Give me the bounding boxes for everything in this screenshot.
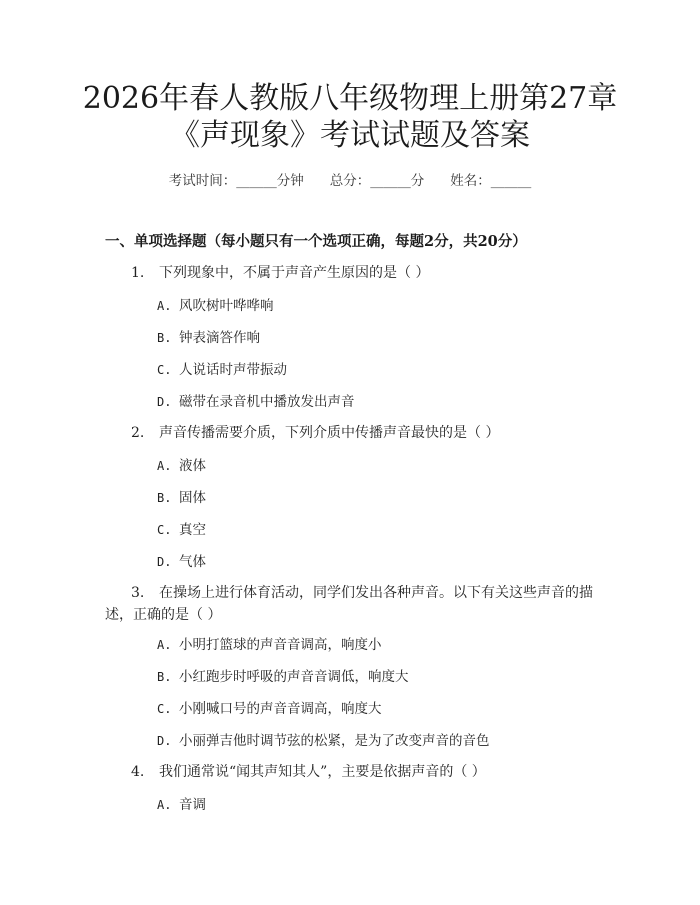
exam-title-line-2: 《声现象》考试试题及答案 — [170, 118, 530, 153]
question-2-option-d — [157, 550, 206, 570]
question-3-option-d — [157, 729, 490, 749]
option-text: 小丽弹吉他时调节弦的松紧，是为了改变声音的音色 — [179, 733, 490, 749]
option-letter: A. — [157, 638, 172, 652]
option-text: 固体 — [179, 490, 206, 506]
question-text: 我们通常说“闻其声知其人”，主要是依据声音的（ ） — [159, 764, 486, 780]
option-text: 小刚喊口号的声音音调高，响度大 — [179, 701, 382, 717]
question-2-option-b — [157, 486, 206, 506]
option-letter: D. — [157, 395, 172, 409]
option-letter: A. — [157, 299, 172, 313]
total-score-field: 总分：______分 — [329, 173, 425, 189]
option-letter: C. — [157, 363, 172, 377]
question-2-option-a — [157, 454, 206, 474]
option-letter: C. — [157, 523, 172, 537]
question-text: 下列现象中，不属于声音产生原因的是（ ） — [159, 265, 430, 281]
option-text: 液体 — [179, 458, 206, 474]
option-text: 风吹树叶哗哗响 — [179, 298, 274, 314]
option-letter: B. — [157, 331, 172, 345]
question-4 — [131, 761, 486, 781]
question-number: 3. — [131, 585, 145, 601]
question-number: 2. — [131, 425, 145, 441]
question-number: 1. — [131, 265, 145, 281]
question-1 — [131, 262, 429, 282]
exam-time-field: 考试时间：______分钟 — [168, 173, 304, 189]
section-heading-single-choice: 一、单项选择题（每小题只有一个选项正确，每题2分，共20分） — [105, 233, 527, 250]
question-1-option-a — [157, 294, 274, 314]
question-text-line-1: 在操场上进行体育活动，同学们发出各种声音。以下有关这些声音的描 — [159, 585, 593, 601]
student-name-field: 姓名：______ — [450, 173, 532, 189]
option-text: 钟表滴答作响 — [179, 330, 260, 346]
question-4-option-a — [157, 793, 206, 813]
option-letter: A. — [157, 459, 172, 473]
option-text: 磁带在录音机中播放发出声音 — [179, 394, 355, 410]
question-3-option-a — [157, 633, 382, 653]
question-text: 声音传播需要介质，下列介质中传播声音最快的是（ ） — [159, 425, 500, 441]
exam-title-line-1: 2026年春人教版八年级物理上册第27章 — [82, 81, 618, 116]
question-1-option-d — [157, 390, 355, 410]
question-1-option-b — [157, 326, 260, 346]
question-3-option-b — [157, 665, 409, 685]
option-letter: B. — [157, 670, 172, 684]
question-3-option-c — [157, 697, 382, 717]
question-1-option-c — [157, 358, 287, 378]
option-text: 真空 — [179, 522, 206, 538]
option-letter: D. — [157, 734, 172, 748]
option-text: 音调 — [179, 797, 206, 813]
option-letter: A. — [157, 798, 172, 812]
question-number: 4. — [131, 764, 145, 780]
option-text: 小明打篮球的声音音调高，响度小 — [179, 637, 382, 653]
option-text: 小红跑步时呼吸的声音音调低，响度大 — [179, 669, 409, 685]
question-3 — [131, 582, 593, 602]
option-text: 气体 — [179, 554, 206, 570]
question-2 — [131, 422, 499, 442]
question-3-continued: 述，正确的是（ ） — [105, 607, 222, 623]
exam-meta — [0, 169, 700, 189]
option-letter: B. — [157, 491, 172, 505]
option-text: 人说话时声带振动 — [179, 362, 287, 378]
option-letter: D. — [157, 555, 172, 569]
question-2-option-c — [157, 518, 206, 538]
option-letter: C. — [157, 702, 172, 716]
